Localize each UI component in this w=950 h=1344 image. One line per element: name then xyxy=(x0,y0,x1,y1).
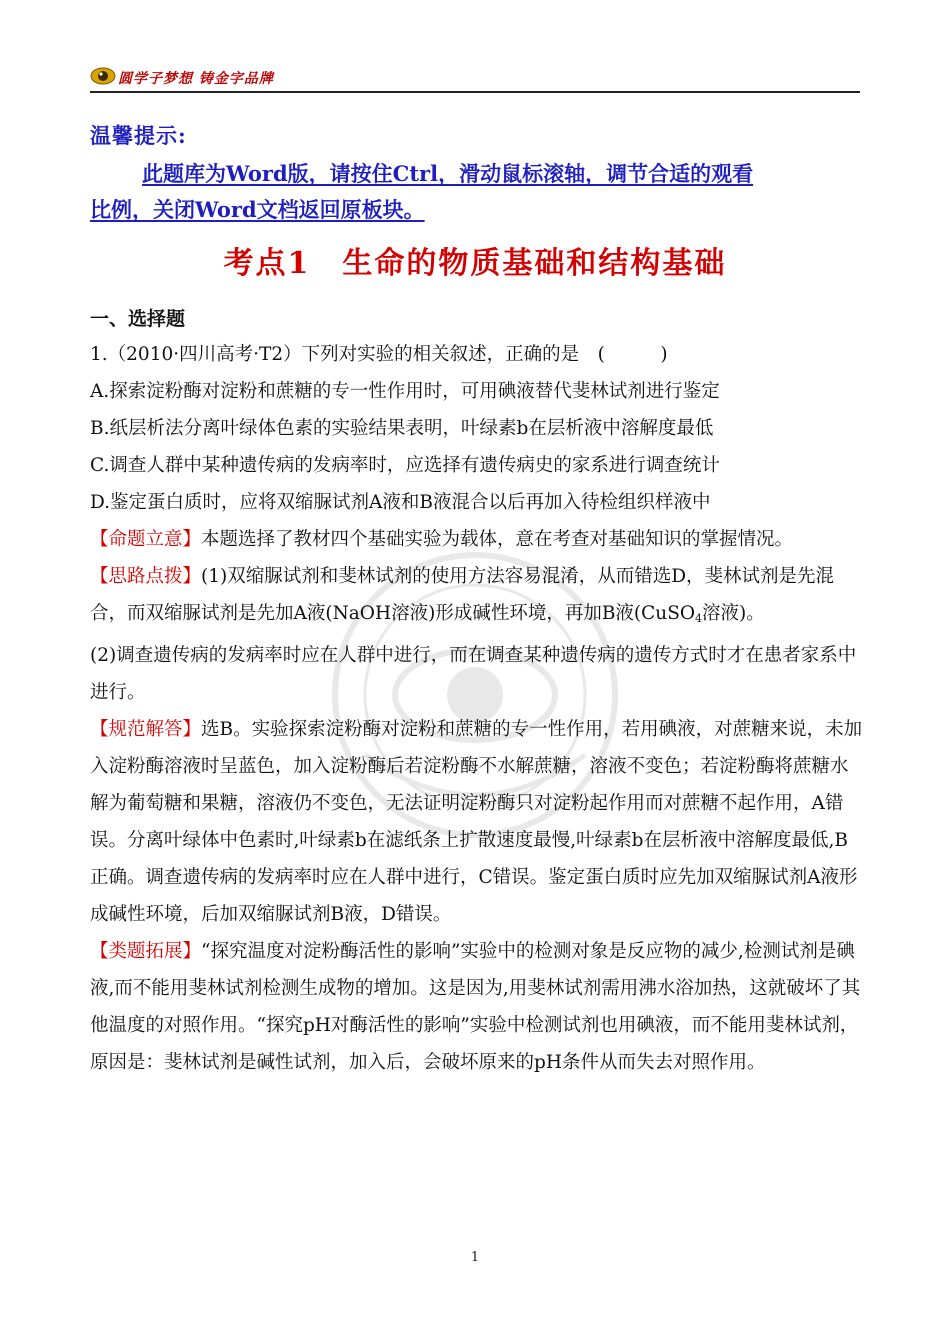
tip-body[interactable] xyxy=(90,156,865,228)
extend-tag: 【类题拓展】 xyxy=(90,941,202,962)
page-number: 1 xyxy=(470,1250,480,1265)
tip-title: 温馨提示: xyxy=(90,123,187,148)
header-divider xyxy=(90,91,860,93)
question-stem: 1.（2010·四川高考·T2）下列对实验的相关叙述，正确的是 ( ) xyxy=(90,344,668,365)
hint-subscript: 4 xyxy=(695,612,703,625)
option-c: C.调查人群中某种遗传病的发病率时，应选择有遗传病史的家系进行调查统计 xyxy=(90,455,720,476)
tip-line-1[interactable]: 此题库为Word版，请按住Ctrl，滑动鼠标滚轴，调节合适的观看 xyxy=(142,161,754,186)
option-a: A.探索淀粉酶对淀粉和蔗糖的专一性作用时，可用碘液替代斐林试剂进行鉴定 xyxy=(90,381,720,402)
answer-block xyxy=(90,711,865,933)
hint-text-b: 溶液)。 xyxy=(702,603,765,624)
intent-block xyxy=(90,521,865,558)
page-title: 考点1 生命的物质基础和结构基础 xyxy=(223,246,727,281)
section-heading: 一、选择题 xyxy=(90,308,186,330)
tip-line-2[interactable]: 比例，关闭Word文档返回原板块。 xyxy=(90,197,425,222)
page-header xyxy=(90,64,860,92)
hint-tag: 【思路点拨】 xyxy=(90,566,202,587)
intent-text: 本题选择了教材四个基础实验为载体，意在考查对基础知识的掌握情况。 xyxy=(201,529,794,550)
header-slogan: 圆学子梦想 铸金字品牌 xyxy=(118,71,274,87)
extend-block xyxy=(90,933,865,1081)
answer-tag: 【规范解答】 xyxy=(90,719,202,740)
eye-logo-icon xyxy=(90,66,116,86)
hint-text-a: (1)双缩脲试剂和斐林试剂的使用方法容易混淆，从而错选D，斐林试剂是先混合，而双缩脲试剂是先加A液(NaOH溶液)形成碱性环境，再加B液(CuSO xyxy=(90,566,835,624)
option-b: B.纸层析法分离叶绿体色素的实验结果表明，叶绿素b在层析液中溶解度最低 xyxy=(90,418,714,439)
extend-text: “探究温度对淀粉酶活性的影响”实验中的检测对象是反应物的减少,检测试剂是碘液,而不能用斐林试剂检测生成物的增加。这是因为,用斐林试剂需用沸水浴加热，这就破坏了其他温度的对照作用。“探究pH对酶活性的影响”实验中检测试剂也用碘液，而不能用斐林试剂，原因是：斐林试剂是碱性试剂，加入后，会破坏原来的pH条件从而失去对照作用。 xyxy=(90,941,861,1073)
option-d: D.鉴定蛋白质时，应将双缩脲试剂A液和B液混合以后再加入待检组织样液中 xyxy=(90,492,711,513)
question-content xyxy=(90,336,865,1081)
hint-text-2: (2)调查遗传病的发病率时应在人群中进行，而在调查某种遗传病的遗传方式时才在患者家系中进行。 xyxy=(90,645,857,703)
answer-text: 选B。实验探索淀粉酶对淀粉和蔗糖的专一性作用，若用碘液，对蔗糖来说，未加入淀粉酶溶液时呈蓝色，加入淀粉酶后若淀粉酶不水解蔗糖，溶液不变色；若淀粉酶将蔗糖水解为葡萄糖和果糖，溶液仍不变色，无法证明淀粉酶只对淀粉起作用而对蔗糖不起作用，A错误。分离叶绿体中色素时,叶绿素b在滤纸条上扩散速度最慢,叶绿素b在层析液中溶解度最低,B正确。调查遗传病的发病率时应在人群中进行，C错误。鉴定蛋白质时应先加双缩脲试剂A液形成碱性环境，后加双缩脲试剂B液，D错误。 xyxy=(90,719,863,925)
hint-block xyxy=(90,558,865,637)
intent-tag: 【命题立意】 xyxy=(90,529,202,550)
